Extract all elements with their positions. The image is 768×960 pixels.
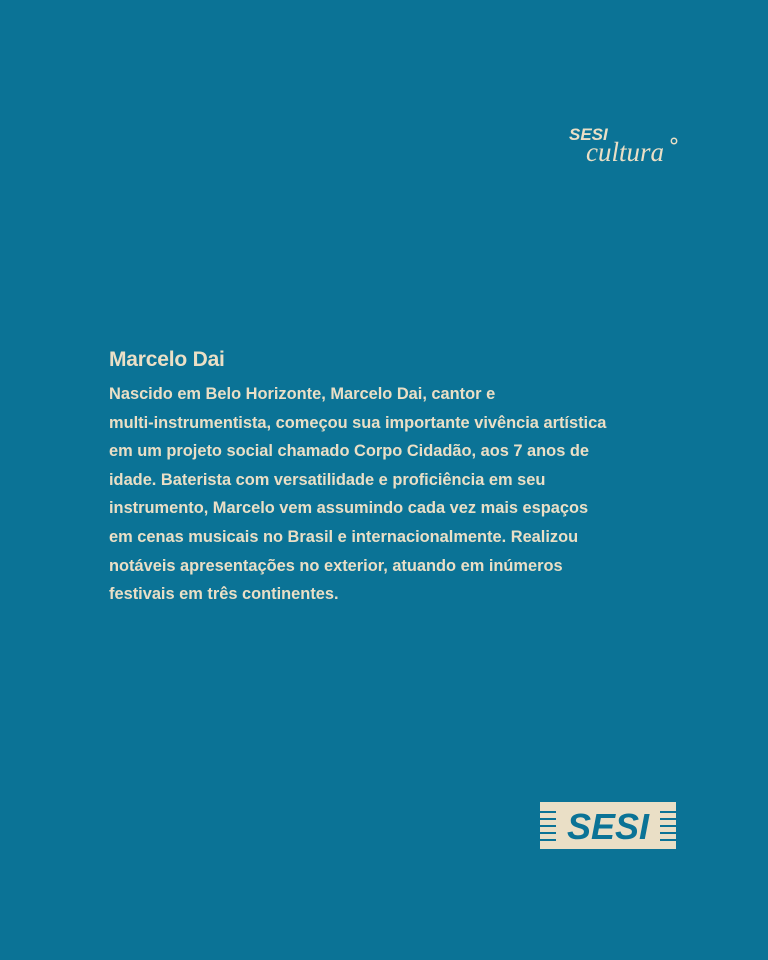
logo-sesi-bottom-text: SESI [566,806,650,847]
logo-cultura-text: cultura [586,137,664,167]
bio-line: notáveis apresentações no exterior, atuando em inúmeros [109,556,563,575]
sesi-cultura-logo [568,120,682,168]
bio-line: em cenas musicais no Brasil e internacionalmente. Realizou [109,527,579,546]
logo-degree-mark [671,138,676,143]
bio-line: instrumento, Marcelo vem assumindo cada vez mais espaços [109,499,589,518]
bio-line: multi-instrumentista, começou sua importante vivência artística [109,413,607,432]
bio-line: festivais em três continentes. [109,585,339,604]
page-title: Marcelo Dai [109,348,225,371]
bio-line: idade. Baterista com versatilidade e proficiência em seu [109,470,546,489]
bio-line: Nascido em Belo Horizonte, Marcelo Dai, cantor e [109,385,496,403]
sesi-logo [540,802,676,849]
bio-line: em um projeto social chamado Corpo Cidadão, aos 7 anos de [109,442,589,461]
article [109,346,684,609]
bio-paragraph [109,380,684,609]
logo-sesi-text: SESI [569,125,608,144]
